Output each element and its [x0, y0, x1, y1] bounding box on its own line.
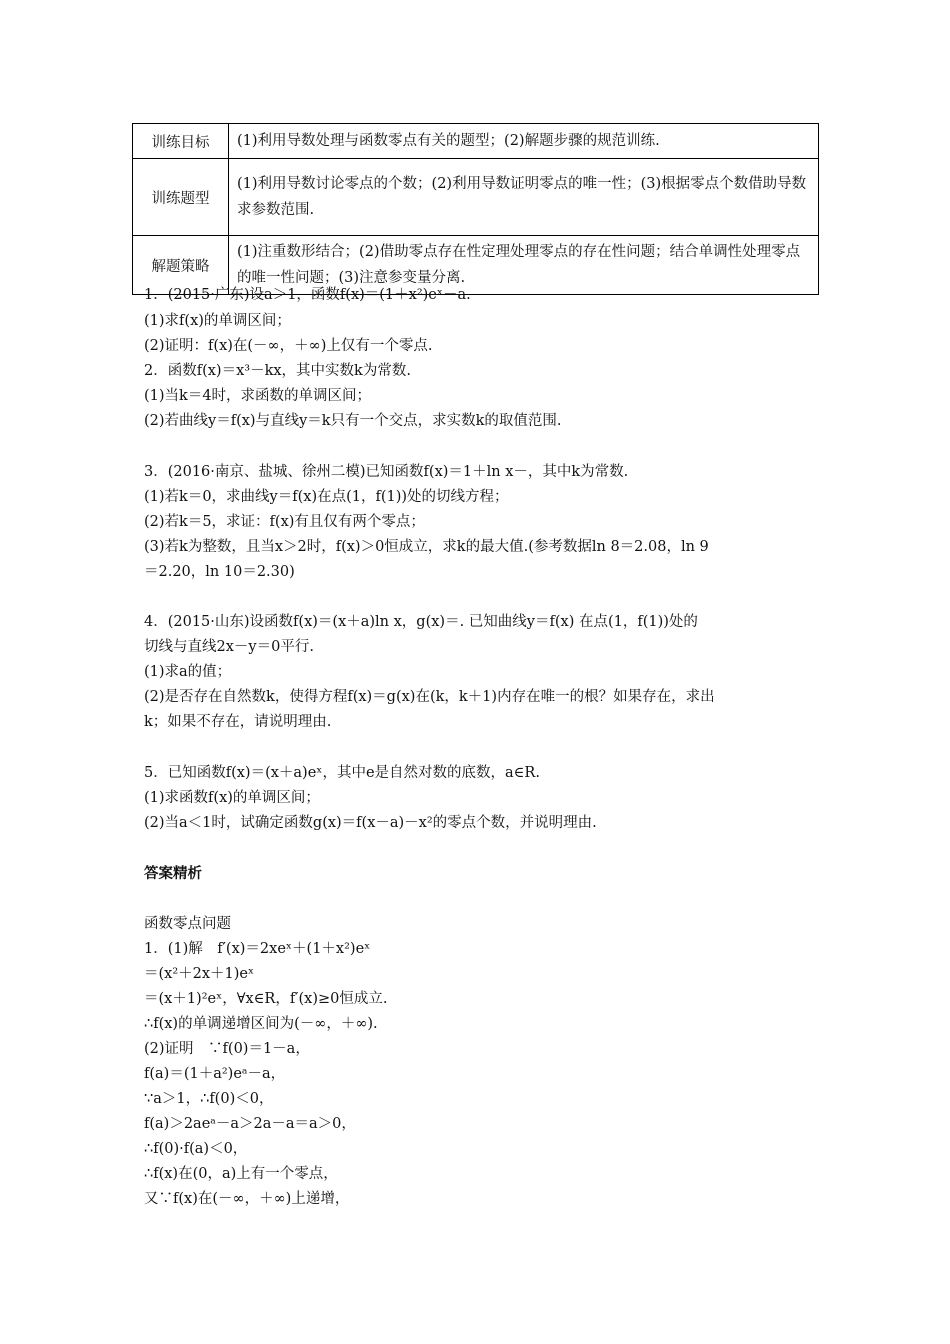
- problem-2-part-1: (1)当k＝4时，求函数的单调区间；: [144, 388, 372, 404]
- row-label: 训练题型: [133, 159, 229, 236]
- problem-5-statement: 5．已知函数f(x)＝(x＋a)eˣ，其中e是自然对数的底数，a∈R.: [144, 765, 540, 781]
- problem-3-part-1: (1)若k＝0，求曲线y＝f(x)在点(1，f(1))处的切线方程；: [144, 489, 509, 505]
- solution-line: f(a)＞2aeᵃ－a＞2a－a＝a＞0，: [144, 1116, 356, 1132]
- problem-2-statement: 2．函数f(x)＝x³－kx，其中实数k为常数.: [144, 363, 411, 379]
- solution-line: ∴f(x)在(0，a)上有一个零点，: [144, 1166, 338, 1182]
- answer-heading: 答案精析: [144, 865, 202, 882]
- problem-4-part-2: (2)是否存在自然数k，使得方程f(x)＝g(x)在(k，k＋1)内存在唯一的根？如果存在，求出: [144, 689, 715, 705]
- row-label: 训练目标: [133, 124, 229, 159]
- training-info-table: [132, 123, 819, 295]
- problem-3-part-3-cont: ＝2.20，ln 10＝2.30): [144, 564, 295, 580]
- solution-line: ∴f(x)的单调递增区间为(－∞，＋∞).: [144, 1016, 378, 1032]
- problem-1-part-2: (2)证明：f(x)在(－∞，＋∞)上仅有一个零点.: [144, 338, 433, 354]
- row-label: 解题策略: [133, 236, 229, 295]
- problem-3-part-2: (2)若k＝5，求证：f(x)有且仅有两个零点；: [144, 514, 425, 530]
- solution-line: ＝(x＋1)²eˣ，∀x∈R，f′(x)≥0恒成立.: [144, 991, 388, 1007]
- solution-line: f(a)＝(1＋a²)eᵃ－a，: [144, 1066, 286, 1082]
- problem-2-part-2: (2)若曲线y＝f(x)与直线y＝k只有一个交点，求实数k的取值范围.: [144, 413, 562, 429]
- problem-3-part-3: (3)若k为整数，且当x＞2时，f(x)＞0恒成立，求k的最大值.(参考数据ln 8＝2.08，ln 9: [144, 539, 709, 555]
- section-title: 函数零点问题: [144, 916, 231, 932]
- problem-4-part-2-cont: k；如果不存在，请说明理由.: [144, 714, 332, 730]
- problem-5-part-1: (1)求函数f(x)的单调区间；: [144, 790, 320, 806]
- problem-5-part-2: (2)当a＜1时，试确定函数g(x)＝f(x－a)－x²的零点个数，并说明理由.: [144, 815, 597, 831]
- solution-line: (2)证明 ∵f(0)＝1－a，: [144, 1041, 310, 1057]
- problem-3-statement: 3．(2016·南京、盐城、徐州二模)已知函数f(x)＝1＋ln x－，其中k为常数.: [144, 464, 629, 480]
- problem-1-statement: 1．(2015·广东)设a＞1，函数f(x)＝(1＋x²)eˣ－a.: [144, 287, 471, 303]
- problem-4-statement-cont: 切线与直线2x－y＝0平行.: [144, 639, 314, 655]
- problem-1-part-1: (1)求f(x)的单调区间；: [144, 313, 291, 329]
- row-content: (1)利用导数讨论零点的个数；(2)利用导数证明零点的唯一性；(3)根据零点个数借助导数求参数范围.: [229, 159, 819, 236]
- problem-4-statement: 4．(2015·山东)设函数f(x)＝(x＋a)ln x，g(x)＝. 已知曲线y＝f(x) 在点(1，f(1))处的: [144, 614, 698, 630]
- row-content: (1)利用导数处理与函数零点有关的题型；(2)解题步骤的规范训练.: [229, 124, 819, 159]
- solution-line: 1．(1)解 f′(x)＝2xeˣ＋(1＋x²)eˣ: [144, 941, 371, 957]
- solution-line: ∵a＞1，∴f(0)＜0，: [144, 1091, 274, 1107]
- table-row: [133, 159, 819, 236]
- row-content: (1)注重数形结合；(2)借助零点存在性定理处理零点的存在性问题；结合单调性处理零点的唯一性问题；(3)注意参变量分离.: [229, 236, 819, 295]
- solution-line: ∴f(0)·f(a)＜0，: [144, 1141, 248, 1157]
- problem-4-part-1: (1)求a的值；: [144, 664, 232, 680]
- solution-line: 又∵f(x)在(－∞，＋∞)上递增，: [144, 1191, 350, 1207]
- solution-line: ＝(x²＋2x＋1)eˣ: [144, 966, 255, 982]
- table-row: [133, 124, 819, 159]
